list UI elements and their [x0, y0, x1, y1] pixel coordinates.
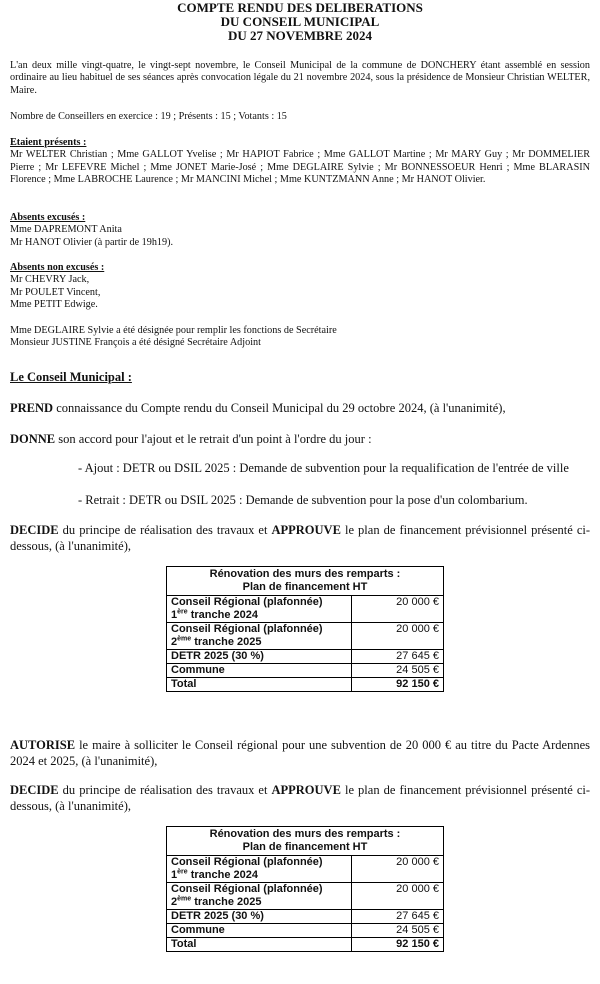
table-row [167, 664, 444, 678]
donne-paragraph [10, 431, 590, 447]
row-value: 24 505 € [352, 924, 444, 938]
secretary-line: Mme DEGLAIRE Sylvie a été désignée pour remplir les fonctions de Secrétaire [10, 325, 337, 336]
row-value: 20 000 € [352, 883, 444, 910]
document-title [0, 1, 600, 43]
table-header-subtitle: Plan de financement HT [242, 581, 368, 593]
table-row [167, 910, 444, 924]
table-row [167, 883, 444, 910]
secretary-section [10, 325, 590, 350]
unexcused-item: Mr POULET Vincent, [10, 286, 101, 298]
approuve-verb: APPROUVE [271, 523, 341, 537]
decide-text-end: le plan de financement prévisionnel présenté ci-dessous, (à l'unanimité), [10, 523, 590, 553]
row-label: Commune [167, 664, 352, 678]
table-total-row [167, 938, 444, 952]
autorise-text: le maire à solliciter le Conseil régional pour une subvention de 20 000 € au titre du Pacte Ardennes 2024 et 2025, (à l'unanimité), [10, 738, 590, 768]
intro-paragraph: L'an deux mille vingt-quatre, le vingt-sept novembre, le Conseil Municipal de la commune de DONCHERY étant assemblé en session ordinaire au lieu habituel de ses séances après convocation légale du 21 novembre 2024, sous la présidence de Monsieur Christian WELTER, Maire. [10, 60, 590, 96]
row-label: DETR 2025 (30 %) [167, 910, 352, 924]
donne-text: son accord pour l'ajout et le retrait d'un point à l'ordre du jour : [55, 432, 372, 446]
row-value: 27 645 € [352, 650, 444, 664]
row-value: 92 150 € [352, 678, 444, 692]
unexcused-section [10, 262, 590, 312]
decide-verb: DECIDE [10, 783, 59, 797]
row-value: 20 000 € [352, 623, 444, 650]
council-heading: Le Conseil Municipal : [10, 370, 132, 384]
autorise-paragraph [10, 737, 590, 769]
deputy-secretary-line: Monsieur JUSTINE François a été désigné Secrétaire Adjoint [10, 337, 261, 349]
row-label: Conseil Régional (plafonnée) [171, 856, 323, 868]
decide-text: du principe de réalisation des travaux et [58, 783, 272, 797]
prend-verb: PREND [10, 401, 54, 415]
table-header-title: Rénovation des murs des remparts : [209, 828, 401, 840]
row-value: 27 645 € [352, 910, 444, 924]
row-label-sub: 1ère tranche 2024 [171, 608, 258, 621]
row-label: Conseil Régional (plafonnée) [171, 623, 323, 635]
row-label-sub: 2ème tranche 2025 [171, 895, 262, 908]
row-label-sub: 1ère tranche 2024 [171, 868, 258, 881]
row-value: 92 150 € [352, 938, 444, 952]
unexcused-item: Mme PETIT Edwige. [10, 299, 98, 311]
row-value: 24 505 € [352, 664, 444, 678]
table-row [167, 924, 444, 938]
table-row [167, 650, 444, 664]
excused-item: Mr HANOT Olivier (à partir de 19h19). [10, 236, 174, 248]
table-row [167, 596, 444, 623]
decide-text: du principe de réalisation des travaux et [58, 523, 272, 537]
row-value: 20 000 € [352, 596, 444, 623]
table-header-subtitle: Plan de financement HT [242, 841, 368, 853]
excused-item: Mme DAPREMONT Anita [10, 224, 122, 236]
table-total-row [167, 678, 444, 692]
excused-heading: Absents excusés : [10, 212, 86, 223]
row-value: 20 000 € [352, 856, 444, 883]
autorise-verb: AUTORISE [10, 738, 76, 752]
decide-text-end: le plan de financement prévisionnel présenté ci-dessous, (à l'unanimité), [10, 783, 590, 813]
title-line-2: DU CONSEIL MUNICIPAL [220, 14, 380, 29]
ajout-item: - Ajout : DETR ou DSIL 2025 : Demande de subvention pour la requalification de l'entrée de ville [78, 461, 569, 475]
prend-text: connaissance du Compte rendu du Conseil Municipal du 29 octobre 2024, (à l'unanimité), [53, 401, 506, 415]
row-label: Conseil Régional (plafonnée) [171, 596, 323, 608]
financing-table-2 [166, 826, 444, 952]
approuve-verb: APPROUVE [271, 783, 341, 797]
excused-section [10, 212, 590, 249]
row-label: Commune [167, 924, 352, 938]
decide-paragraph-1 [10, 522, 590, 554]
row-label-sub: 2ème tranche 2025 [171, 635, 262, 648]
row-label: Conseil Régional (plafonnée) [171, 883, 323, 895]
table-row [167, 623, 444, 650]
table-header-title: Rénovation des murs des remparts : [209, 568, 401, 580]
prend-paragraph [10, 400, 590, 416]
table-header [167, 827, 444, 856]
present-list: Mr WELTER Christian ; Mme GALLOT Yvelise ; Mr HAPIOT Fabrice ; Mme GALLOT Martine ; Mr MARY Guy ; Mr DOMMELIER Pierre ; Mr LEFEVRE Michel ; Mme JONET Marie-José ; Mme DEGLAIRE Sylvie ; Mr BONNESSOEUR Henri ; Mme BLARASIN Florence ; Mme LABROCHE Laurence ; Mr MANCINI Michel ; Mme KUNTZMANN Anne ; Mr HANOT Olivier. [10, 149, 590, 186]
present-heading: Etaient présents : [10, 137, 87, 148]
row-label: Total [167, 938, 352, 952]
attendance-counts: Nombre de Conseillers en exercice : 19 ; Présents : 15 ; Votants : 15 [10, 111, 287, 122]
retrait-item: - Retrait : DETR ou DSIL 2025 : Demande de subvention pour la pose d'un colombarium. [78, 493, 528, 507]
row-label: DETR 2025 (30 %) [167, 650, 352, 664]
decide-paragraph-2 [10, 782, 590, 814]
donne-verb: DONNE [10, 432, 56, 446]
present-section [10, 137, 590, 187]
table-header [167, 567, 444, 596]
table-row [167, 856, 444, 883]
unexcused-heading: Absents non excusés : [10, 262, 105, 273]
row-label: Total [167, 678, 352, 692]
unexcused-item: Mr CHEVRY Jack, [10, 274, 90, 286]
decide-verb: DECIDE [10, 523, 59, 537]
financing-table-1 [166, 566, 444, 692]
title-line-3: DU 27 NOVEMBRE 2024 [227, 28, 373, 43]
title-line-1: COMPTE RENDU DES DELIBERATIONS [177, 0, 423, 15]
